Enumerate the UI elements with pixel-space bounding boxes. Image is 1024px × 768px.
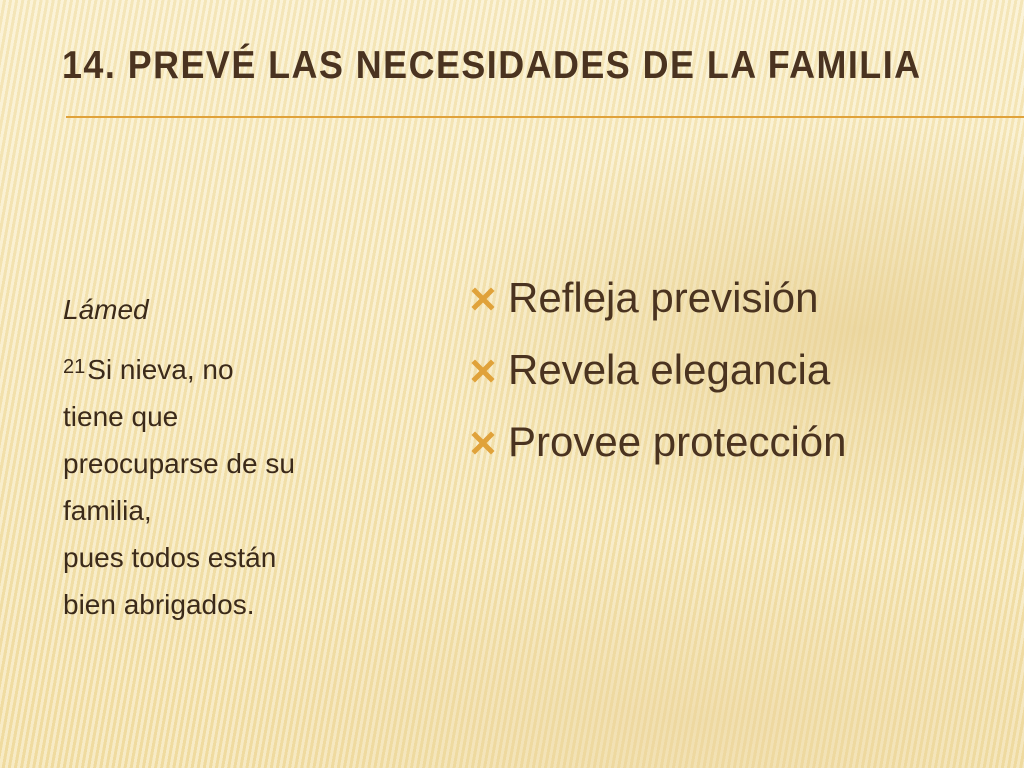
bullet-text: Refleja previsión [508,274,819,321]
verse-line-1-text: Si nieva, no [87,354,234,385]
verse-number: 21 [63,356,86,378]
verse-block [63,290,403,628]
title-divider [66,116,1024,118]
bullet-text: Provee protección [508,418,847,465]
verse-line-3: preocuparse de su [63,448,295,479]
bullet-item [470,262,1010,334]
bullet-list [470,262,1010,478]
verse-line-2: tiene que [63,401,179,432]
x-bullet-icon [470,430,496,456]
bullet-item [470,334,1010,406]
verse-line-4: familia, [63,495,152,526]
verse-heading: Lámed [63,294,149,325]
x-bullet-icon [470,358,496,384]
verse-text [63,344,403,628]
verse-line-5: pues todos están [63,542,277,573]
slide-title: 14. PREVÉ LAS NECESIDADES DE LA FAMILIA [62,44,922,87]
verse-line-1 [63,344,403,393]
bullet-text: Revela elegancia [508,346,831,393]
bullet-item [470,406,1010,478]
verse-line-6: bien abrigados. [63,589,255,620]
x-bullet-icon [470,286,496,312]
